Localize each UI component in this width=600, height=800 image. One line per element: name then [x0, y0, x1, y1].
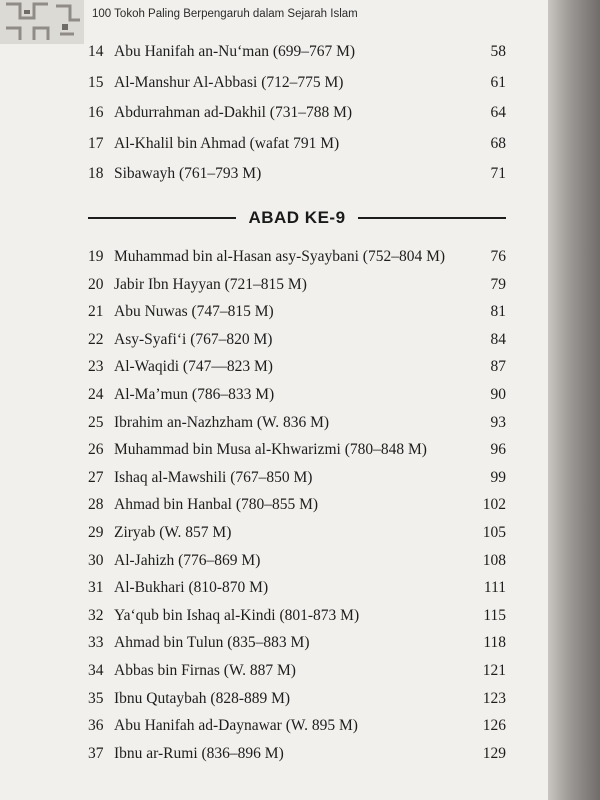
entry-page-number: 96: [490, 441, 506, 459]
toc-entry: [88, 714, 506, 738]
entry-page-number: 108: [482, 551, 506, 569]
entry-title: Abu Hanifah an-Nu‘man (699–767 M): [114, 43, 356, 60]
entry-page-number: 105: [482, 524, 506, 541]
toc-entry: [88, 328, 506, 352]
entry-number: 16: [88, 104, 104, 121]
entry-number: 23: [88, 358, 104, 376]
entry-title: Al-Jahizh (776–869 M): [114, 551, 261, 569]
entry-number: 32: [88, 606, 104, 624]
entry-number: 31: [88, 579, 104, 597]
entry-number: 28: [88, 496, 104, 514]
entry-page-number: 129: [482, 744, 506, 762]
toc-entry: [88, 101, 506, 125]
entry-page-number: 111: [483, 579, 506, 597]
entry-page-number: 64: [490, 104, 506, 121]
entry-page-number: 126: [482, 717, 506, 735]
toc-entry: [88, 549, 506, 573]
entry-title: Al-Bukhari (810-870 M): [114, 579, 269, 597]
entry-page-number: 123: [482, 689, 506, 707]
entry-page-number: 84: [490, 330, 506, 348]
entry-number: 21: [88, 303, 104, 321]
toc-entry: [88, 576, 506, 600]
entry-title: Asy-Syafi‘i (767–820 M): [114, 330, 273, 348]
entry-page-number: 61: [490, 73, 506, 91]
entry-title: Ibnu ar-Rumi (836–896 M): [114, 744, 284, 762]
entry-number: 33: [88, 634, 104, 652]
heading-rule-right: [358, 217, 506, 219]
toc-entry: [88, 71, 506, 95]
toc-entry: [88, 438, 506, 462]
toc-entry: [88, 383, 506, 407]
entry-title: Jabir Ibn Hayyan (721–815 M): [114, 275, 307, 293]
entry-page-number: 58: [490, 43, 506, 60]
entry-number: 30: [88, 551, 104, 569]
entry-title: Al-Manshur Al-Abbasi (712–775 M): [114, 73, 344, 91]
entry-title: Ibnu Qutaybah (828-889 M): [114, 689, 291, 707]
entry-title: Muhammad bin al-Hasan asy-Syaybani (752–804 M): [114, 248, 446, 265]
entry-number: 27: [88, 468, 104, 486]
entry-number: 20: [88, 275, 104, 293]
running-header: 100 Tokoh Paling Berpengaruh dalam Sejarah Islam: [92, 8, 358, 20]
section-heading: [88, 203, 506, 233]
entry-page-number: 102: [482, 496, 506, 514]
toc-entry: [88, 355, 506, 379]
entry-title: Al-Ma’mun (786–833 M): [114, 386, 275, 403]
toc-entry: [88, 300, 506, 324]
entry-page-number: 79: [490, 275, 506, 293]
toc-entry: [88, 245, 506, 269]
toc-entry: [88, 411, 506, 435]
heading-rule-left: [88, 217, 236, 219]
page-edge: [548, 0, 600, 800]
entry-number: 22: [88, 330, 104, 348]
entry-page-number: 99: [490, 468, 506, 486]
entry-title: Ahmad bin Hanbal (780–855 M): [114, 496, 319, 514]
entry-number: 37: [88, 744, 104, 762]
entry-page-number: 121: [482, 662, 506, 679]
entry-page-number: 115: [483, 606, 506, 624]
entry-page-number: 118: [483, 634, 506, 652]
entry-page-number: 68: [490, 134, 506, 152]
toc-entry: [88, 40, 506, 64]
toc-entry: [88, 742, 506, 766]
section-title: ABAD KE-9: [248, 208, 346, 227]
entry-page-number: 81: [490, 303, 506, 321]
entry-title: Abdurrahman ad-Dakhil (731–788 M): [114, 104, 353, 121]
entry-title: Ahmad bin Tulun (835–883 M): [114, 634, 310, 652]
entry-title: Ya‘qub bin Ishaq al-Kindi (801-873 M): [114, 606, 360, 624]
entry-page-number: 76: [490, 248, 506, 265]
geometric-ornament-icon: [0, 0, 84, 44]
entry-page-number: 93: [490, 413, 506, 431]
entry-title: Ishaq al-Mawshili (767–850 M): [114, 468, 313, 486]
toc-entry: [88, 273, 506, 297]
entry-number: 34: [88, 662, 104, 679]
toc-entry: [88, 659, 506, 683]
entry-page-number: 71: [490, 165, 506, 182]
entry-title: Muhammad bin Musa al-Khwarizmi (780–848 M): [114, 441, 427, 459]
entry-title: Abbas bin Firnas (W. 887 M): [114, 662, 296, 679]
entry-title: Ibrahim an-Nazhzham (W. 836 M): [114, 413, 330, 431]
entry-number: 15: [88, 73, 104, 91]
toc-entry: [88, 162, 506, 186]
toc-entry: [88, 493, 506, 517]
entry-number: 17: [88, 134, 104, 152]
toc-entry: [88, 132, 506, 156]
entry-title: Sibawayh (761–793 M): [114, 165, 262, 182]
entry-number: 25: [88, 413, 104, 431]
entry-number: 24: [88, 386, 104, 403]
entry-title: Al-Waqidi (747—823 M): [114, 358, 273, 376]
entry-number: 29: [88, 524, 104, 541]
toc-entry: [88, 604, 506, 628]
entry-number: 26: [88, 441, 104, 459]
entry-page-number: 90: [490, 386, 506, 403]
toc-entry: [88, 687, 506, 711]
toc-entry: [88, 466, 506, 490]
entry-page-number: 87: [490, 358, 506, 376]
entry-number: 36: [88, 717, 104, 735]
entry-title: Ziryab (W. 857 M): [114, 524, 232, 541]
entry-title: Al-Khalil bin Ahmad (wafat 791 M): [114, 134, 340, 152]
entry-title: Abu Hanifah ad-Daynawar (W. 895 M): [114, 717, 358, 735]
toc-entry: [88, 521, 506, 545]
entry-number: 19: [88, 248, 104, 265]
entry-title: Abu Nuwas (747–815 M): [114, 303, 274, 321]
toc-entry: [88, 631, 506, 655]
entry-number: 18: [88, 165, 104, 182]
entry-number: 14: [88, 43, 104, 60]
entry-number: 35: [88, 689, 104, 707]
